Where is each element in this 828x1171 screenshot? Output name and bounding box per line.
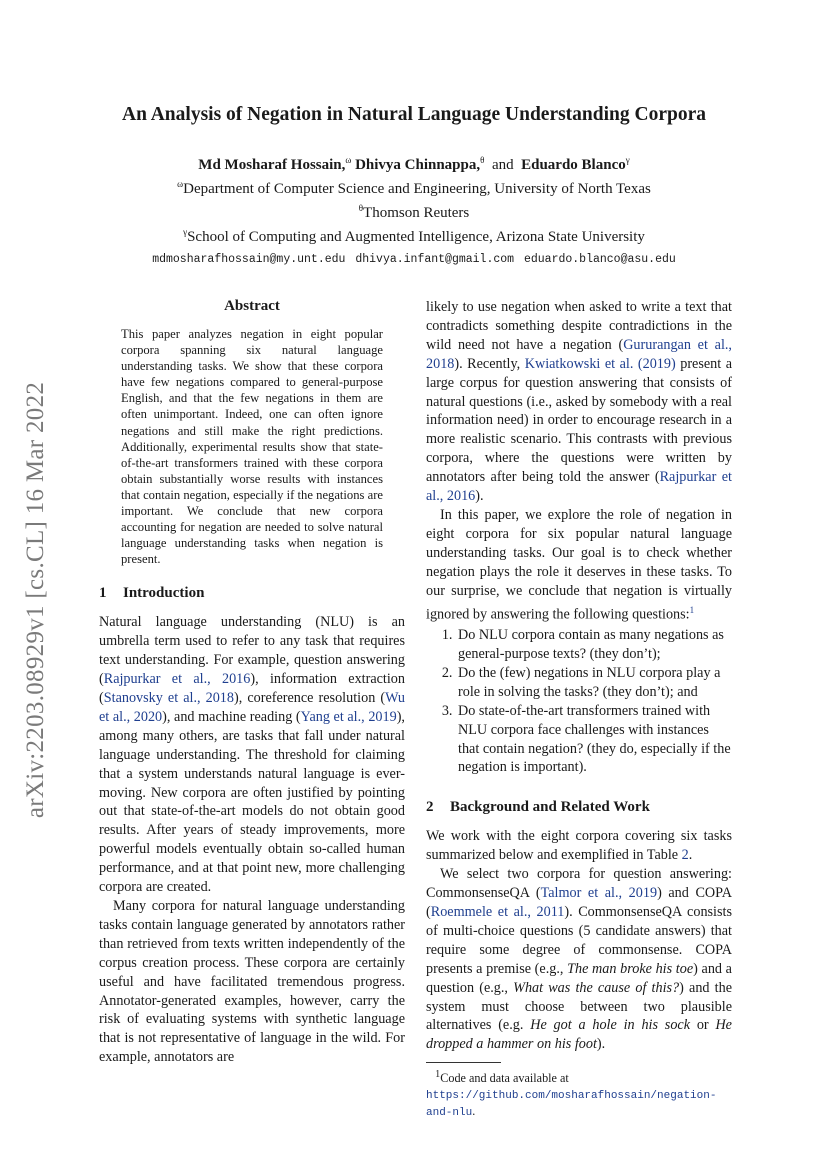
citation-link[interactable]: Wu et al., 2020 <box>99 690 405 725</box>
footnote-text: Code and data available at <box>440 1071 569 1086</box>
footnote <box>426 1067 732 1122</box>
arxiv-sidebar <box>18 345 54 855</box>
text-run: We work with the eight corpora covering six tasks summarized below and exemplified in Table <box>426 828 732 864</box>
paragraph <box>426 298 732 506</box>
list-item: 3. Do state-of-the-art transformers trained with NLU corpora face challenges with instances that contain negation? (they do, especially if the negation is important). <box>456 702 732 778</box>
research-questions-list <box>426 626 732 777</box>
abstract-text: This paper analyzes negation in eight popular corpora spanning six natural language understanding tasks. We show that these corpora have few negations compared to general-purpose English, and that the few negations in them are often unimportant. Indeed, one can often ignore negations and still make the right predictions. Additionally, experimental results show that state-of-the-art transformers trained with these corpora obtain substantially worse results with instances that contain negation, especially if the negations are important. We conclude that new corpora accounting for negation are needed to solve natural language understanding tasks when negation is present. <box>121 327 383 567</box>
text-run: Natural language understanding (NLU) is an umbrella term used to refer to any task that requires text understanding. For example, question answering ( <box>99 614 405 688</box>
affiliation <box>100 199 728 223</box>
citation-link[interactable]: Roemmele et al., 2011 <box>430 904 565 921</box>
text-run: likely to use negation when asked to write a text that contradicts something despite contradictions in the wild need not have a negation ( <box>426 299 732 353</box>
text-run: ) and a question (e.g., <box>426 960 732 996</box>
affiliation-text: School of Computing and Augmented Intelligence, Arizona State University <box>187 229 645 245</box>
text-run: ), coreference resolution ( <box>234 690 386 707</box>
affil-mark: ω <box>177 179 184 189</box>
paper-header <box>100 100 728 271</box>
example-text: The man broke his toe <box>567 960 694 977</box>
text-run: ), among many others, are tasks that fall under natural language understanding. The threshold for claiming that a system understands natural language is ever-moving. New corpora are often justified by pointing out that state-of-the-art models do not obtain good results. After years of steady improvements, more powerful models eventually obtain so-called human performance, and at that point new, more challenging corpora are created. <box>99 708 405 896</box>
paper-title: An Analysis of Negation in Natural Language Understanding Corpora <box>122 104 706 125</box>
citation-link[interactable]: Yang et al., 2019 <box>300 708 397 725</box>
list-item: 2. Do the (few) negations in NLU corpora play a role in solving the tasks? (they don’t); and <box>456 664 732 702</box>
author-affil-mark: ω <box>345 155 352 165</box>
paragraph: Many corpora for natural language understanding tasks contain language generated by annotators rather than retrieved from texts written independently of the corpus creation process. These corpora are certainly useful and have facilitated tremendous progress. Annotator-generated examples, however, carry the risk of evaluating systems with synthetic language that is not representative of language in the wild. For example, annotators are <box>99 898 405 1066</box>
text-run: . <box>688 847 693 864</box>
affil-mark: θ <box>358 203 364 213</box>
text-run: ) and COPA ( <box>426 885 732 921</box>
repository-link[interactable]: https://github.com/mosharafhossain/negation-and-nlu <box>426 1089 717 1120</box>
author-conjunction: and <box>491 157 514 173</box>
table-ref-link[interactable]: 2 <box>681 847 689 864</box>
right-column <box>426 298 732 1122</box>
left-column <box>99 296 405 1067</box>
example-text: He dropped a hammer on his foot <box>426 1017 732 1053</box>
author-list <box>100 150 728 175</box>
text-run: ). <box>475 488 484 505</box>
section-heading-introduction <box>99 583 405 603</box>
paragraph <box>99 613 405 897</box>
section-title: Background and Related Work <box>450 799 650 816</box>
footnote-divider <box>426 1062 501 1063</box>
text-run: ). CommonsenseQA consists of multi-choice questions (5 candidate answers) that require some degree of commonsense. COPA presents a premise (e.g., <box>426 904 732 977</box>
author-emails: mdmosharafhossain@my.unt.edu dhivya.infant@gmail.com eduardo.blanco@asu.edu <box>152 253 676 266</box>
text-run: ). Recently, <box>454 355 525 372</box>
citation-link[interactable]: Gururangan et al., 2018 <box>426 336 732 372</box>
citation-link[interactable]: Talmor et al., 2019 <box>540 885 658 902</box>
text-run: ). <box>596 1036 606 1053</box>
paragraph <box>426 865 732 1054</box>
section-heading-background <box>426 797 732 817</box>
text-run: ) and the system must choose between two plausible alternatives (e.g. <box>426 979 732 1034</box>
text-run: or <box>690 1017 716 1034</box>
footnote-number: 1 <box>435 1069 441 1081</box>
affiliation <box>100 175 728 199</box>
citation-link[interactable]: Kwiatkowski et al. (2019) <box>524 355 676 372</box>
affiliation <box>100 223 728 247</box>
example-text: What was the cause of this? <box>513 979 680 996</box>
text-run: ), and machine reading ( <box>162 708 301 725</box>
paragraph <box>426 827 732 865</box>
text-run: present a large corpus for question answering that consists of natural questions (i.e., asked by somebody with a real information need) in order to encourage research in a more realistic scenario. This contrasts with previous corpora, where the questions were written by annotators after being told the answer ( <box>426 355 732 486</box>
author-affil-mark: γ <box>625 155 630 165</box>
section-number: 2 <box>426 799 434 816</box>
author-affil-mark: θ <box>480 155 485 165</box>
text-run: In this paper, we explore the role of negation in eight corpora for six popular natural language understanding tasks. Our goal is to check whether negation plays the role it deserves in these tasks. To our surprise, we conclude that negation is virtually ignored by answering the following questions: <box>426 506 732 623</box>
affiliation-text: Department of Computer Science and Engineering, University of North Texas <box>183 181 651 197</box>
citation-link[interactable]: Stanovsky et al., 2018 <box>103 690 234 707</box>
abstract-heading: Abstract <box>224 298 280 314</box>
paragraph <box>426 506 732 624</box>
text-run: ), information extraction ( <box>99 671 405 707</box>
citation-link[interactable]: Rajpurkar et al., 2016 <box>103 671 251 688</box>
section-number: 1 <box>99 585 107 602</box>
affiliation-text: Thomson Reuters <box>363 205 470 221</box>
footnote-text: . <box>472 1104 476 1119</box>
footnote-marker[interactable]: 1 <box>689 604 695 615</box>
author-name: Md Mosharaf Hossain, <box>198 157 346 173</box>
text-run: We select two corpora for question answering: CommonsenseQA ( <box>426 866 732 902</box>
citation-link[interactable]: Rajpurkar et al., 2016 <box>426 469 732 505</box>
affil-mark: γ <box>183 227 188 237</box>
section-title: Introduction <box>123 585 205 602</box>
example-text: He got a hole in his sock <box>530 1017 691 1034</box>
arxiv-identifier: arXiv:2203.08929v1 [cs.CL] 16 Mar 2022 <box>22 381 49 819</box>
author-name: Eduardo Blanco <box>521 157 626 173</box>
author-name: Dhivya Chinnappa, <box>355 157 481 173</box>
list-item: 1. Do NLU corpora contain as many negations as general-purpose texts? (they don’t); <box>456 626 732 664</box>
